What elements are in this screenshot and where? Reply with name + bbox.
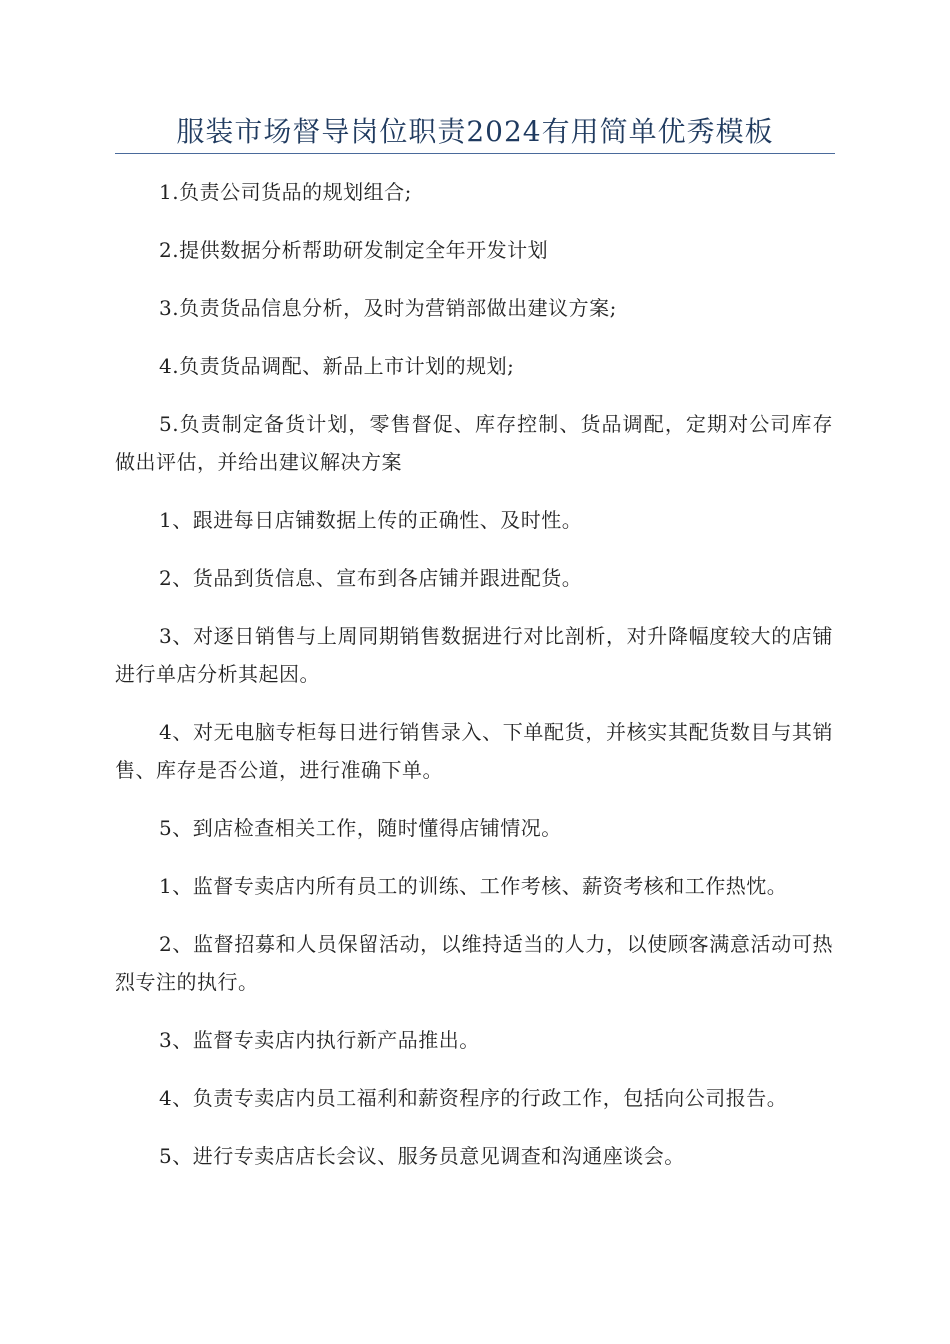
- paragraph: 3、监督专卖店内执行新产品推出。: [159, 1028, 480, 1052]
- paragraph: 3、对逐日销售与上周同期销售数据进行对比剖析，对升降幅度较大的店铺进行单店分析其起因。: [115, 624, 833, 686]
- paragraph: 5、进行专卖店店长会议、服务员意见调查和沟通座谈会。: [159, 1144, 685, 1168]
- paragraph: 2.提供数据分析帮助研发制定全年开发计划: [159, 238, 549, 262]
- document-title: 服装市场督导岗位职责2024有用简单优秀模板: [176, 115, 774, 148]
- paragraph: 1、监督专卖店内所有员工的训练、工作考核、薪资考核和工作热忱。: [159, 874, 788, 898]
- paragraph: 1.负责公司货品的规划组合;: [159, 180, 412, 204]
- paragraph: 4、对无电脑专柜每日进行销售录入、下单配货，并核实其配货数目与其销售、库存是否公道，进行准确下单。: [115, 720, 833, 782]
- title-underline: [115, 153, 835, 154]
- paragraph: 4、负责专卖店内员工福利和薪资程序的行政工作，包括向公司报告。: [159, 1086, 788, 1110]
- paragraph: 5.负责制定备货计划，零售督促、库存控制、货品调配，定期对公司库存做出评估，并给出建议解决方案: [115, 412, 833, 474]
- paragraph: 4.负责货品调配、新品上市计划的规划;: [159, 354, 515, 378]
- paragraph: 2、监督招募和人员保留活动，以维持适当的人力，以使顾客满意活动可热烈专注的执行。: [115, 932, 833, 994]
- paragraph: 3.负责货品信息分析，及时为营销部做出建议方案;: [159, 296, 617, 320]
- paragraph: 5、到店检查相关工作，随时懂得店铺情况。: [159, 816, 562, 840]
- paragraph: 2、货品到货信息、宣布到各店铺并跟进配货。: [159, 566, 583, 590]
- paragraph: 1、跟进每日店铺数据上传的正确性、及时性。: [159, 508, 583, 532]
- document-body: [115, 173, 833, 1195]
